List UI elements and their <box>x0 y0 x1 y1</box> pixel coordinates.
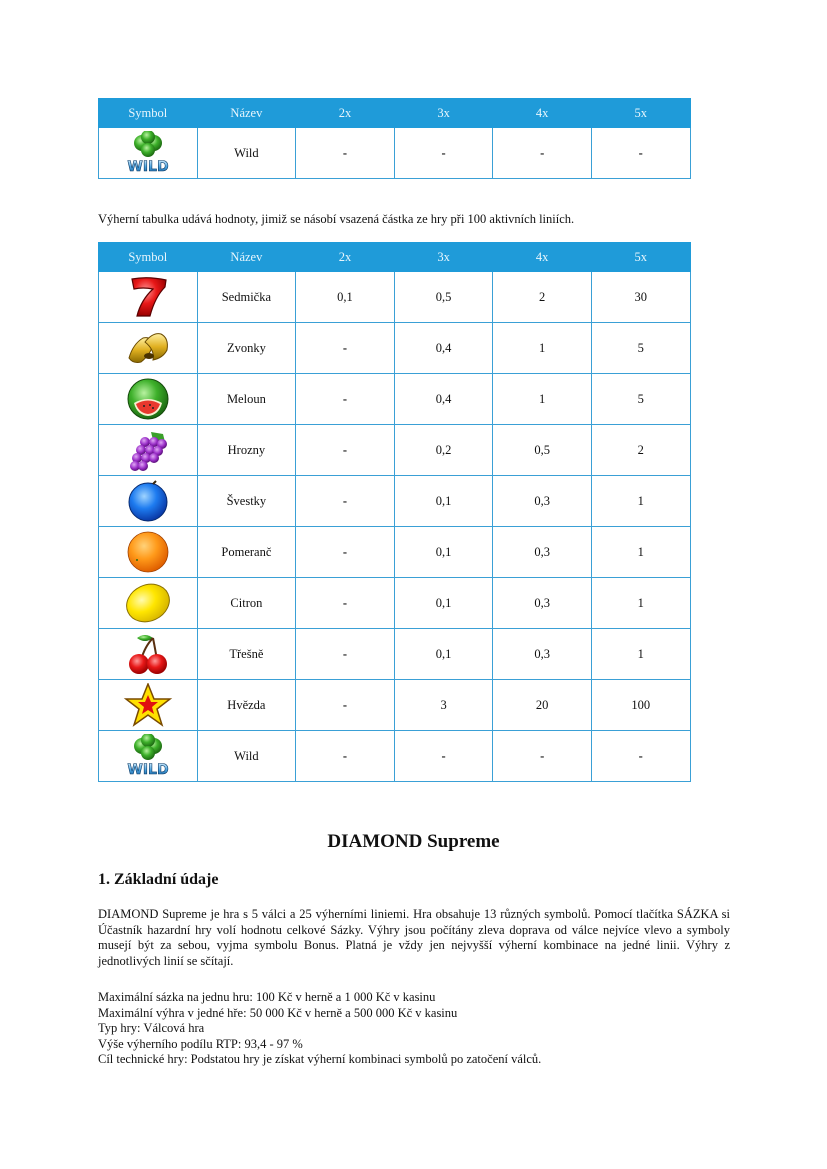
fact-max-win: Maximální výhra v jedné hře: 50 000 Kč v herně a 500 000 Kč v kasinu <box>98 1005 458 1020</box>
symbol-name: Zvonky <box>197 323 296 374</box>
table-row <box>99 629 691 680</box>
paytable-wild <box>98 98 691 179</box>
header-3x: 3x <box>394 99 493 128</box>
payout-5x: - <box>591 731 690 782</box>
payout-5x: 1 <box>591 578 690 629</box>
plum-icon <box>123 479 173 523</box>
symbol-name: Třešně <box>197 629 296 680</box>
section-heading: 1. Základní údaje <box>98 871 219 888</box>
fact-max-bet: Maximální sázka na jednu hru: 100 Kč v herně a 1 000 Kč v kasinu <box>98 990 436 1004</box>
payout-4x: 0,3 <box>493 527 592 578</box>
bells-icon <box>123 326 173 370</box>
payout-2x: - <box>296 476 395 527</box>
payout-5x: 5 <box>591 374 690 425</box>
header-4x: 4x <box>493 99 592 128</box>
description-paragraph: DIAMOND Supreme je hra s 5 válci a 25 výherními liniemi. Hra obsahuje 13 různých symbolů. Pomocí tlačítka SÁZKA si Účastník hazardní hry volí hodnotu celkové Sázky. Výhry jsou počítány zleva doprava od válce nejvíce vlevo a symboly musejí být za sebou, vyjma symbolu Bonus. Platná je vždy jen nejvyšší výherní kombinace na jedné linii. Výhry z jednotlivých linií se sčítají. <box>98 907 730 968</box>
payout-3x: 0,1 <box>394 629 493 680</box>
orange-icon <box>123 530 173 574</box>
header-name: Název <box>197 99 296 128</box>
payout-4x: - <box>493 128 592 179</box>
symbol-name: Pomeranč <box>197 527 296 578</box>
table-row <box>99 374 691 425</box>
header-symbol: Symbol <box>99 243 198 272</box>
header-5x: 5x <box>591 243 690 272</box>
lemon-icon <box>123 581 173 625</box>
fact-game-type: Typ hry: Válcová hra <box>98 1021 205 1035</box>
payout-4x: 0,3 <box>493 578 592 629</box>
symbol-name: Sedmička <box>197 272 296 323</box>
symbol-name: Meloun <box>197 374 296 425</box>
star-icon <box>123 683 173 727</box>
symbol-name: Švestky <box>197 476 296 527</box>
symbol-name: Hrozny <box>197 425 296 476</box>
payout-5x: 30 <box>591 272 690 323</box>
header-2x: 2x <box>296 99 395 128</box>
payout-2x: - <box>296 578 395 629</box>
table-row <box>99 680 691 731</box>
payout-4x: 0,3 <box>493 629 592 680</box>
header-4x: 4x <box>493 243 592 272</box>
wild-clover-icon <box>123 734 173 778</box>
table-row <box>99 272 691 323</box>
symbol-name: Hvězda <box>197 680 296 731</box>
payout-3x: - <box>394 128 493 179</box>
header-name: Název <box>197 243 296 272</box>
payout-2x: - <box>296 731 395 782</box>
grapes-icon <box>123 428 173 472</box>
payout-2x: - <box>296 128 395 179</box>
payout-4x: - <box>493 731 592 782</box>
paytable-note: Výherní tabulka udává hodnoty, jimiž se násobí vsazená částka ze hry při 100 aktivních liniích. <box>98 212 575 226</box>
header-5x: 5x <box>591 99 690 128</box>
payout-4x: 1 <box>493 323 592 374</box>
payout-3x: 0,1 <box>394 527 493 578</box>
payout-4x: 2 <box>493 272 592 323</box>
facts-list <box>98 990 541 1068</box>
payout-4x: 0,3 <box>493 476 592 527</box>
svg-text:WILD: WILD <box>127 762 169 778</box>
paytable-main <box>98 242 691 782</box>
symbol-name: Wild <box>197 128 296 179</box>
payout-2x: - <box>296 629 395 680</box>
payout-2x: - <box>296 323 395 374</box>
svg-text:WILD: WILD <box>127 159 169 175</box>
payout-3x: 0,5 <box>394 272 493 323</box>
table-row <box>99 476 691 527</box>
payout-4x: 20 <box>493 680 592 731</box>
header-symbol: Symbol <box>99 99 198 128</box>
payout-5x: 100 <box>591 680 690 731</box>
payout-3x: 0,1 <box>394 578 493 629</box>
payout-2x: - <box>296 680 395 731</box>
symbol-name: Wild <box>197 731 296 782</box>
payout-5x: 2 <box>591 425 690 476</box>
fact-goal: Cíl technické hry: Podstatou hry je získat výherní kombinaci symbolů po zatočení válců. <box>98 1052 542 1066</box>
table-row <box>99 578 691 629</box>
header-2x: 2x <box>296 243 395 272</box>
payout-2x: - <box>296 374 395 425</box>
table-row <box>99 527 691 578</box>
header-3x: 3x <box>394 243 493 272</box>
payout-3x: 0,4 <box>394 374 493 425</box>
table-header-row <box>99 243 691 272</box>
payout-3x: 0,1 <box>394 476 493 527</box>
payout-5x: 1 <box>591 476 690 527</box>
payout-3x: 0,4 <box>394 323 493 374</box>
payout-4x: 0,5 <box>493 425 592 476</box>
payout-4x: 1 <box>493 374 592 425</box>
table-header-row <box>99 99 691 128</box>
symbol-name: Citron <box>197 578 296 629</box>
payout-3x: 3 <box>394 680 493 731</box>
seven-icon <box>123 275 173 319</box>
payout-3x: - <box>394 731 493 782</box>
table-row <box>99 731 691 782</box>
table-row <box>99 425 691 476</box>
payout-2x: - <box>296 527 395 578</box>
game-title: DIAMOND Supreme <box>327 831 500 852</box>
payout-5x: 1 <box>591 629 690 680</box>
wild-clover-icon <box>123 131 173 175</box>
payout-2x: 0,1 <box>296 272 395 323</box>
watermelon-icon <box>123 377 173 421</box>
payout-5x: 5 <box>591 323 690 374</box>
cherries-icon <box>123 632 173 676</box>
table-row <box>99 323 691 374</box>
table-row <box>99 128 691 179</box>
payout-5x: - <box>591 128 690 179</box>
fact-rtp: Výše výherního podílu RTP: 93,4 - 97 % <box>98 1036 303 1051</box>
payout-5x: 1 <box>591 527 690 578</box>
payout-2x: - <box>296 425 395 476</box>
payout-3x: 0,2 <box>394 425 493 476</box>
